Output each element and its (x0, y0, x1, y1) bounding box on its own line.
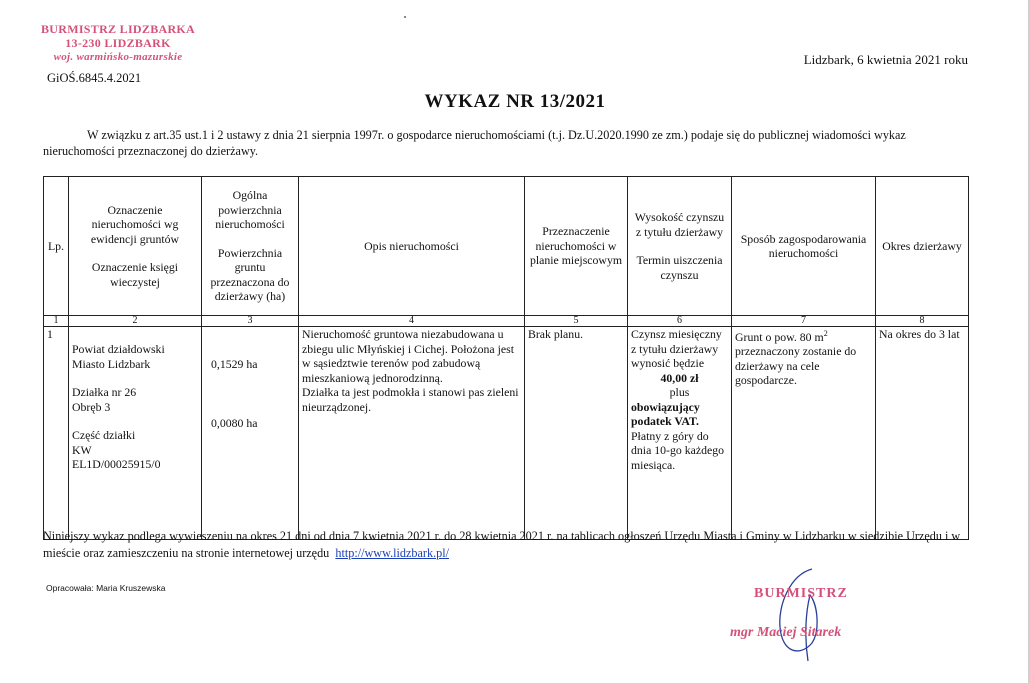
rent-description: Czynsz miesięczny z tytułu dzierżawy wynosić będzie (631, 327, 722, 370)
parcel-number: Działka nr 26 (72, 385, 137, 399)
header-powierzchnia-dzierzawa: Powierzchnia gruntu przeznaczona do dzierżawy (ha) (210, 245, 290, 304)
land-register-label: KW (72, 442, 92, 457)
land-register-number: EL1D/00025915/0 (72, 457, 161, 471)
header-powierzchnia (202, 177, 299, 316)
description-extra: Działka ta jest podmokła i stanowi pas zieleni nieurządzonej. (302, 385, 519, 414)
location-miasto: Miasto Lidzbark (72, 356, 151, 371)
column-number: 3 (202, 316, 299, 327)
signature-name: mgr Maciej Sitarek (730, 625, 842, 640)
document-title: WYKAZ NR 13/2021 (424, 91, 606, 112)
stamp-line-1: BURMISTRZ LIDZBARKA (40, 22, 196, 36)
document-date: Lidzbark, 6 kwietnia 2021 roku (803, 52, 968, 67)
intro-paragraph: W związku z art.35 ust.1 i 2 ustawy z dnia 21 sierpnia 1997r. o gospodarce nieruchomościami (t.j. Dz.U.2020.1990 ze zm.) podaje się do publicznej wiadomości wykaz nieruchomości przeznaczonej do dzierżawy. (43, 128, 906, 158)
column-number: 7 (732, 316, 876, 327)
scan-speck (404, 16, 406, 18)
column-number: 8 (876, 316, 969, 327)
header-czynsz (628, 177, 732, 316)
prepared-by: Opracowała: Maria Kruszewska (46, 583, 166, 593)
website-link[interactable]: http://www.lidzbark.pl/ (335, 546, 449, 560)
area-lease: 0,0080 ha (211, 415, 258, 430)
column-number: 2 (69, 316, 202, 327)
cell-przeznaczenie: Brak planu. (525, 327, 628, 540)
footer-text: Niniejszy wykaz podlega wywieszeniu na okres 21 dni od dnia 7 kwietnia 2021 r. do 28 kwietnia 2021 r. na tablicach ogłoszeń Urzędu Miasta i Gminy w Lidzbarku w siedzibie Urzędu i w mieście oraz zamieszczeniu na stronie internetowej urzędu (43, 529, 961, 560)
column-number: 5 (525, 316, 628, 327)
cell-opis (299, 327, 525, 540)
footer-paragraph (43, 528, 973, 562)
header-opis: Opis nieruchomości (299, 177, 525, 316)
cell-lp: 1 (44, 327, 69, 540)
location-powiat: Powiat działdowski (72, 342, 165, 356)
description-main: Nieruchomość gruntowa niezabudowana u zbiegu ulic Młyńskiej i Cichej. Położona jest w sąsiedztwie terenów pod zabudową mieszkaniową jednorodzinną. (302, 327, 514, 385)
stamp-line-3: woj. warmińsko-mazurskie (53, 51, 183, 63)
header-oznaczenie-ewidencja: Oznaczenie nieruchomości wg ewidencji gruntów (90, 202, 180, 246)
parcel-precinct: Obręb 3 (72, 399, 111, 414)
header-czynsz-termin: Termin uiszczenia czynszu (636, 253, 723, 282)
cell-czynsz (628, 327, 732, 540)
area-total: 0,1529 ha (211, 357, 258, 371)
document-reference: GiOŚ.6845.4.2021 (47, 71, 142, 85)
parcel-part: Część działki (72, 428, 136, 442)
header-czynsz-wysokosc: Wysokość czynszu z tytułu dzierżawy (634, 210, 725, 239)
stamp-line-2: 13-230 LIDZBARK (65, 36, 171, 50)
office-stamp (38, 22, 198, 64)
cell-powierzchnia (202, 327, 299, 540)
header-oznaczenie-kw: Oznaczenie księgi wieczystej (91, 260, 179, 289)
header-okres: Okres dzierżawy (876, 177, 969, 316)
column-number: 1 (44, 316, 69, 327)
property-table (43, 176, 969, 540)
land-use-text: Grunt o pow. 80 m (735, 329, 824, 344)
rent-vat: obowiązujący podatek VAT. (631, 399, 700, 428)
header-powierzchnia-ogolna: Ogólna powierzchnia nieruchomości (215, 188, 285, 232)
land-use-text-rest: przeznaczony zostanie do dzierżawy na cele gospodarcze. (735, 344, 857, 388)
rent-plus: plus (669, 385, 690, 399)
table-row (44, 327, 969, 540)
rent-due: Płatny z góry do dnia 10-go każdego miesiąca. (631, 428, 725, 472)
cell-sposob (732, 327, 876, 540)
rent-amount: 40,00 zł (660, 370, 699, 385)
signature-title: BURMISTRZ (754, 586, 848, 601)
cell-oznaczenie (69, 327, 202, 540)
column-number: 6 (628, 316, 732, 327)
handwritten-signature (760, 565, 830, 665)
header-oznaczenie (69, 177, 202, 316)
header-sposob: Sposób zagospodarowania nieruchomości (732, 177, 876, 316)
column-number: 4 (299, 316, 525, 327)
cell-okres: Na okres do 3 lat (876, 327, 969, 540)
header-przeznaczenie: Przeznaczenie nieruchomości w planie miejscowym (525, 177, 628, 316)
land-use-sup: 2 (823, 329, 828, 338)
header-lp: Lp. (44, 177, 69, 316)
